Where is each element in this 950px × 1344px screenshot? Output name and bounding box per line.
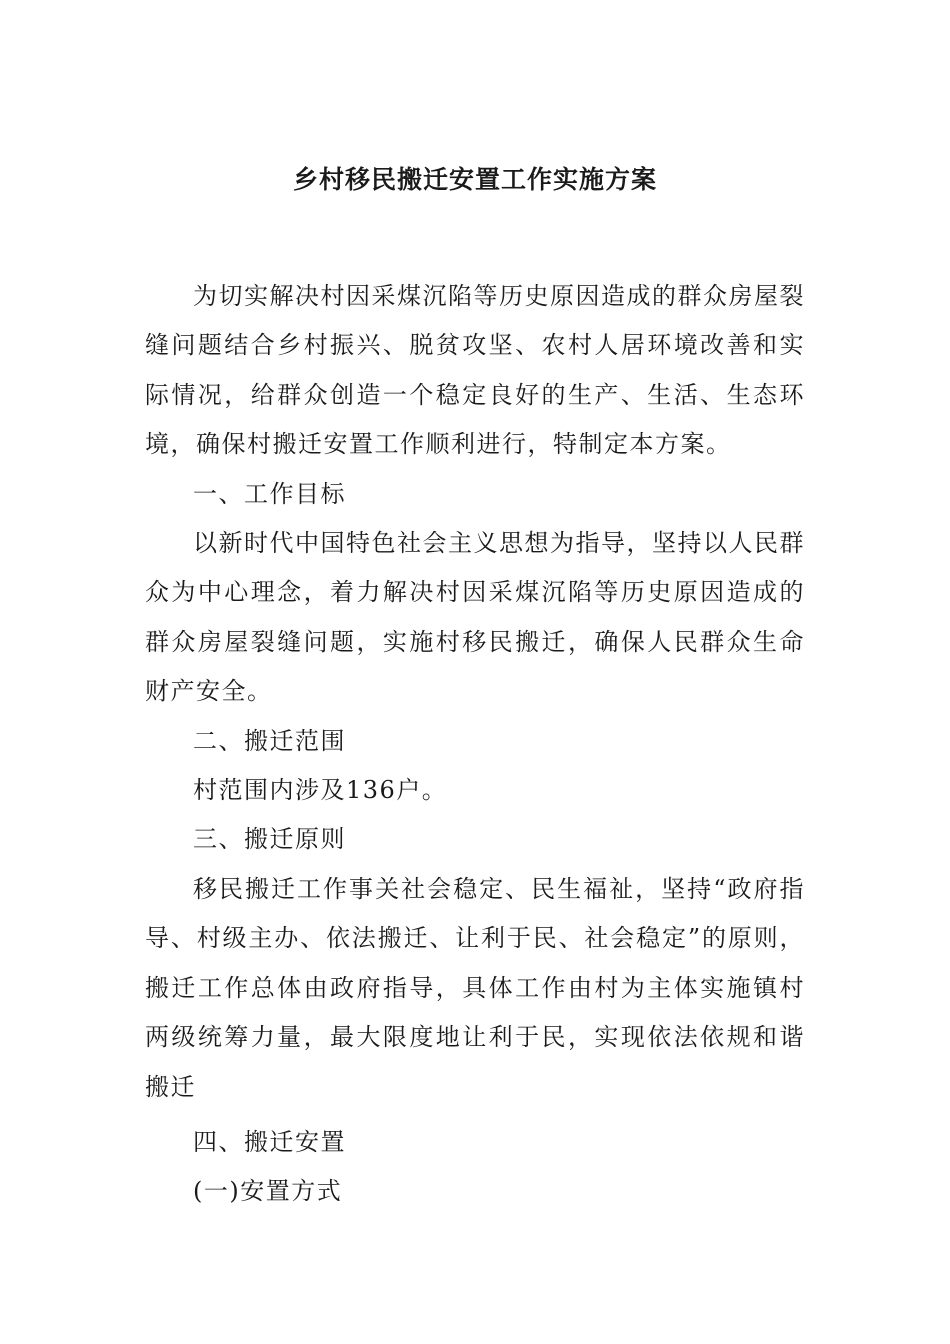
document-title: 乡村移民搬迁安置工作实施方案	[292, 165, 657, 194]
goals-paragraph: 以新时代中国特色社会主义思想为指导，坚持以人民群众为中心理念，着力解决村因采煤沉陷等历史原因造成的群众房屋裂缝问题，实施村移民搬迁，确保人民群众生命财产安全。	[145, 529, 805, 706]
section-heading-goals: 一、工作目标	[193, 479, 346, 508]
scope-paragraph: 村范围内涉及136户。	[193, 776, 448, 805]
section-heading-resettlement: 四、搬迁安置	[193, 1127, 346, 1156]
section-heading-scope: 二、搬迁范围	[193, 726, 346, 755]
subsection-heading-method: (一)安置方式	[193, 1177, 343, 1206]
intro-paragraph: 为切实解决村因采煤沉陷等历史原因造成的群众房屋裂缝问题结合乡村振兴、脱贫攻坚、农村人居环境改善和实际情况，给群众创造一个稳定良好的生产、生活、生态环境，确保村搬迁安置工作顺利进行，特制定本方案。	[145, 282, 805, 459]
document-body	[145, 272, 805, 1217]
principles-paragraph: 移民搬迁工作事关社会稳定、民生福祉，坚持“政府指导、村级主办、依法搬迁、让利于民、社会稳定”的原则，搬迁工作总体由政府指导，具体工作由村为主体实施镇村两级统筹力量，最大限度地让利于民，实现依法依规和谐搬迁	[145, 874, 805, 1101]
section-heading-principles: 三、搬迁原则	[193, 825, 346, 854]
